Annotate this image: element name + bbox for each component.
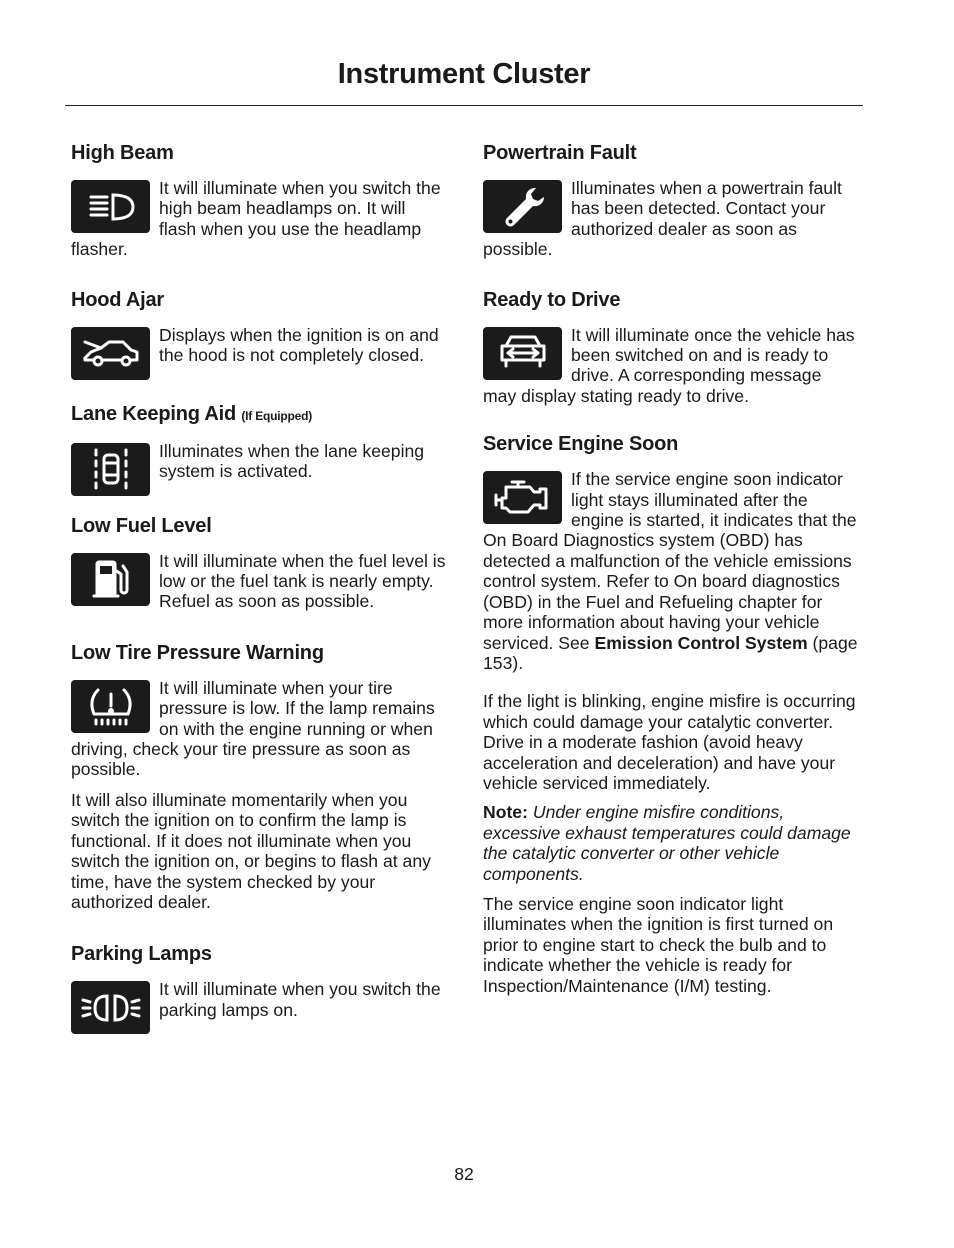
emission-control-link[interactable]: Emission Control System [594, 632, 808, 653]
heading-high-beam: High Beam [71, 142, 174, 164]
tire-pressure-icon [71, 680, 150, 733]
right-column [483, 140, 858, 996]
low-fuel-text: It will illuminate when the fuel level is low or the fuel tank is nearly empty. Refuel as soon as possible. [159, 550, 446, 612]
page-title: Instrument Cluster [337, 58, 591, 90]
tire-pressure-text: It will illuminate when your tire pressure is low. If the lamp remains on with the engine running or when driving, check your tire pressure as soon as possible. [71, 677, 435, 780]
lane-keeping-qualifier: (If Equipped) [241, 408, 313, 423]
heading-service-engine: Service Engine Soon [483, 433, 679, 456]
high-beam-icon [71, 180, 150, 233]
lane-keeping-heading-text: Lane Keeping Aid [71, 402, 236, 425]
powertrain-text: Illuminates when a powertrain fault has been detected. Contact your authorized dealer as soon as possible. [483, 178, 842, 260]
section-parking-lamps [71, 941, 446, 1036]
lane-keeping-icon [71, 443, 150, 496]
section-powertrain [483, 140, 858, 260]
service-engine-page-ref: (page 153). [483, 632, 858, 673]
section-service-engine [483, 431, 858, 996]
title-divider [65, 105, 863, 106]
section-hood-ajar [71, 287, 446, 382]
service-engine-text: If the service engine soon indicator light stays illuminated after the engine is started, it indicates that the On Board Diagnostics system (OBD) has detected a malfunction of the vehicle emissions control system. Refer to On board diagnostics (OBD) in the Fuel and Refueling chapter for more information about having your vehicle serviced. See [483, 469, 857, 653]
note-label: Note: [483, 802, 528, 823]
service-engine-note [483, 802, 858, 884]
parking-lamps-text: It will illuminate when you switch the parking lamps on. [159, 979, 441, 1020]
ready-to-drive-icon [483, 327, 562, 380]
wrench-icon [483, 180, 562, 233]
ready-to-drive-text: It will illuminate once the vehicle has been switched on and is ready to drive. A corresponding message may display stating ready to drive. [483, 324, 855, 406]
heading-tire-pressure: Low Tire Pressure Warning [71, 641, 324, 664]
service-engine-text-2: If the light is blinking, engine misfire is occurring which could damage your catalytic converter. Drive in a moderate fashion (avoid heavy acceleration and deceleration) and have your vehicle serviced immediately. [483, 691, 856, 793]
heading-powertrain: Powertrain Fault [483, 142, 637, 164]
engine-icon [483, 471, 562, 524]
section-ready-to-drive [483, 287, 858, 407]
section-tire-pressure [71, 640, 446, 912]
high-beam-text: It will illuminate when you switch the high beam headlamps on. It will flash when you use the headlamp flasher. [71, 178, 441, 260]
tire-pressure-text-2: It will also illuminate momentarily when you switch the ignition on to confirm the lamp is functional. If it does not illuminate when you switch the ignition on, or begins to flash at any time, have the system checked by your authorized dealer. [71, 789, 431, 912]
lane-keeping-text: Illuminates when the lane keeping system is activated. [159, 440, 425, 482]
service-engine-text-3: The service engine soon indicator light illuminates when the ignition is first turned on prior to engine start to check the bulb and to indicate whether the vehicle is ready for Inspection/Maintenance (I/M) testing. [483, 893, 834, 996]
page-number: 82 [454, 1164, 474, 1184]
parking-lamps-icon [71, 981, 150, 1034]
heading-low-fuel: Low Fuel Level [71, 514, 212, 537]
section-lane-keeping [71, 401, 446, 498]
left-column [71, 140, 446, 1036]
section-low-fuel [71, 513, 446, 612]
heading-ready-to-drive: Ready to Drive [483, 288, 621, 311]
section-high-beam [71, 140, 446, 260]
fuel-pump-icon [71, 553, 150, 606]
note-text: Under engine misfire conditions, excessive exhaust temperatures could damage the catalytic converter or other vehicle components. [483, 802, 851, 884]
heading-lane-keeping [71, 401, 446, 429]
heading-parking-lamps: Parking Lamps [71, 943, 212, 966]
heading-hood-ajar: Hood Ajar [71, 288, 165, 311]
hood-ajar-icon [71, 327, 150, 380]
hood-ajar-text: Displays when the ignition is on and the hood is not completely closed. [159, 324, 439, 366]
